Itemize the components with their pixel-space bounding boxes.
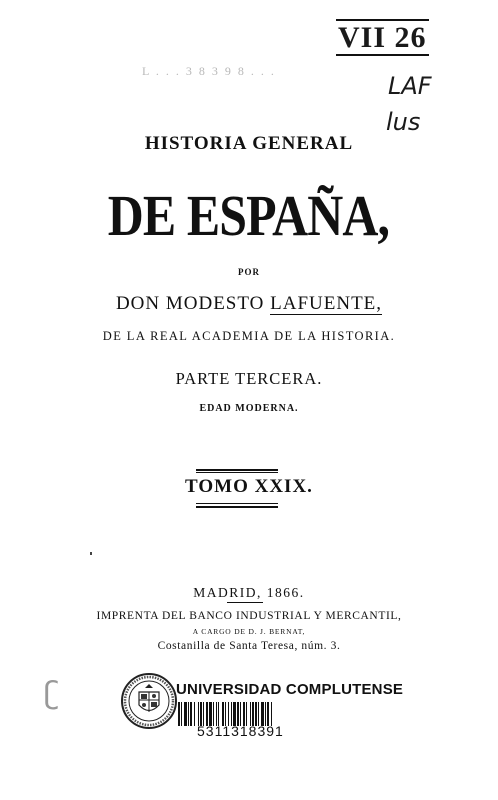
- barcode-bar: [190, 702, 192, 726]
- imprint-manager: A CARGO DE D. J. BERNAT,: [192, 627, 306, 636]
- imprint-printer: IMPRENTA DEL BANCO INDUSTRIAL Y MERCANTIL,: [96, 610, 402, 622]
- barcode-bar: [178, 702, 180, 726]
- era-label: EDAD MODERNA.: [199, 403, 299, 414]
- institution-name: UNIVERSIDAD COMPLUTENSE: [176, 681, 404, 698]
- faint-library-stamp: L . . . 3 8 3 9 8 . . .: [142, 64, 276, 78]
- volume-label: TOMO XXIX.: [185, 476, 313, 497]
- by-label: POR: [238, 267, 260, 277]
- pencil-mark: ʗ: [44, 676, 60, 711]
- author-affiliation: DE LA REAL ACADEMIA DE LA HISTORIA.: [102, 329, 396, 343]
- barcode-bar: [181, 702, 182, 726]
- volume-bottom-rule: [196, 506, 278, 508]
- part-label: PARTE TERCERA.: [175, 369, 323, 388]
- ink-speck: [90, 552, 92, 555]
- barcode-number: 5311318391: [197, 723, 284, 739]
- barcode-bar: [184, 702, 187, 726]
- author-name: LAFUENTE,: [270, 293, 383, 314]
- barcode-bar: [194, 702, 195, 726]
- title-line-2: DE ESPAÑA,: [107, 183, 390, 248]
- handwritten-shelfmark: [336, 20, 429, 55]
- volume-top-rule-thin: [196, 472, 278, 473]
- volume-bottom-rule-thin: [196, 503, 278, 504]
- imprint-place-date: MADRID, 1866.: [193, 585, 305, 600]
- handwritten-shelfmark-line3: lus: [386, 108, 421, 136]
- barcode-bar: [188, 702, 189, 726]
- author-prefix: DON MODESTO: [115, 293, 271, 314]
- handwritten-shelfmark-line2: LAF: [388, 72, 432, 100]
- shelfmark-code: VII 26: [338, 21, 427, 54]
- university-seal-icon: [120, 672, 178, 730]
- volume-top-rule: [196, 469, 278, 471]
- imprint-rule: [227, 602, 263, 603]
- title-line-1: HISTORIA GENERAL: [144, 133, 354, 154]
- imprint-address: Costanilla de Santa Teresa, núm. 3.: [157, 640, 341, 652]
- author: [0, 293, 498, 315]
